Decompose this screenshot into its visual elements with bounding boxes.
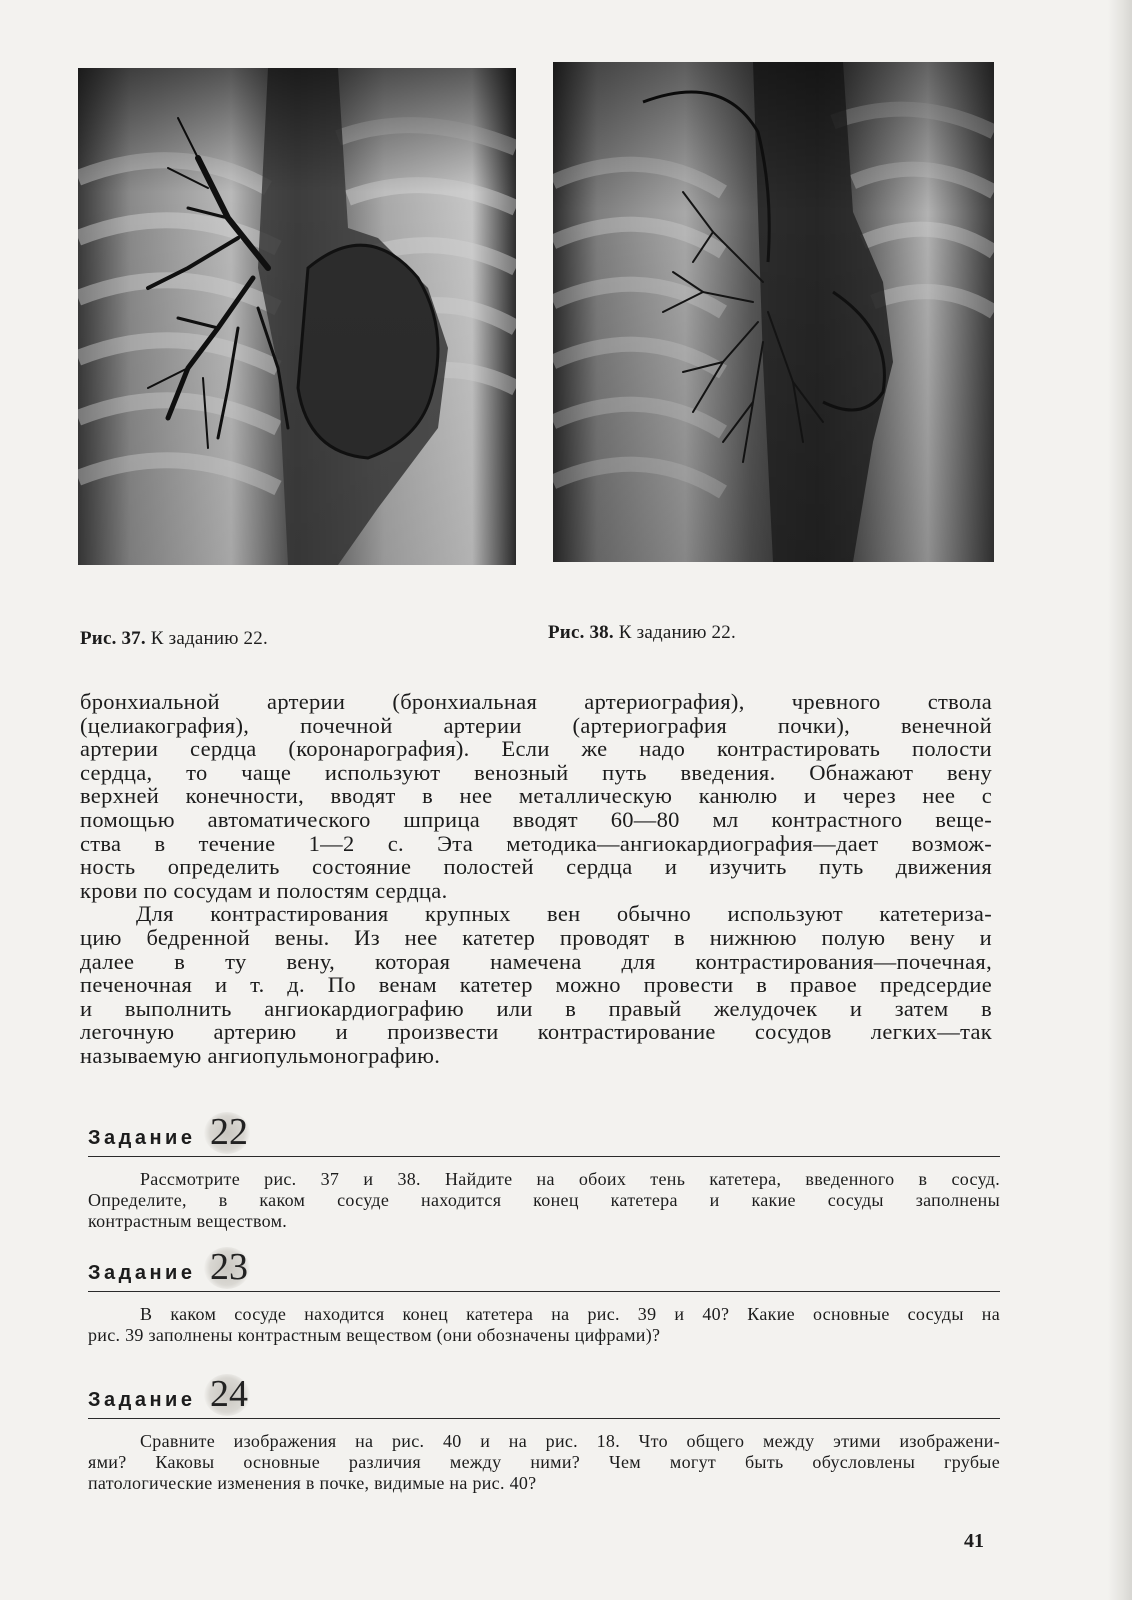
body-line: легочную артерию и произвести контрастирование сосудов легких—так xyxy=(80,1019,992,1045)
task-word: Задание xyxy=(88,1389,196,1411)
figure-37-xray xyxy=(78,68,516,565)
task-number: 24 xyxy=(210,1373,248,1415)
task-24 xyxy=(88,1372,1000,1494)
body-line: бронхиальной артерии (бронхиальная артериография), чревного ствола xyxy=(80,689,992,714)
task-line: В каком сосуде находится конец катетера на рис. 39 и 40? Какие основные сосуды на xyxy=(140,1304,1000,1324)
task-line: контрастным веществом. xyxy=(88,1211,288,1231)
body-line: (целиакография), почечной артерии (артериография почки), венечной xyxy=(80,712,992,738)
task-line: патологические изменения в почке, видимые на рис. 40? xyxy=(88,1473,537,1493)
figure-38-caption xyxy=(548,622,736,644)
page-number: 41 xyxy=(964,1530,984,1552)
task-line: ями? Каковы основные различия между ними? Чем могут быть обусловлены грубые xyxy=(88,1452,1000,1472)
body-line: и выполнить ангиокардиографию или в правый желудочек и затем в xyxy=(80,995,992,1021)
figure-37-label: Рис. 37. xyxy=(80,628,146,649)
body-line: ность определить состояние полостей сердца и изучить путь движения xyxy=(80,854,992,880)
task-heading xyxy=(88,1110,1000,1157)
task-line: Определите, в каком сосуде находится конец катетера и какие сосуды заполнены xyxy=(88,1190,1000,1210)
task-text xyxy=(88,1169,1000,1232)
body-line: печеночная и т. д. По венам катетер можно провести в правое предсердие xyxy=(80,972,992,998)
body-line: Для контрастирования крупных вен обычно используют катетеризa- xyxy=(136,901,992,927)
task-23 xyxy=(88,1245,1000,1346)
body-text xyxy=(80,690,992,1068)
body-line: ства в течение 1—2 с. Эта методика—ангиокардиография—дает возмож- xyxy=(80,830,992,856)
body-line: крови по сосудам и полостям сердца. xyxy=(80,877,448,903)
body-line: артерии сердца (коронарография). Если же надо контрастировать полости xyxy=(80,736,992,762)
task-heading xyxy=(88,1245,1000,1292)
task-line: Сравните изображения на рис. 40 и на рис. 18. Что общего между этими изображени- xyxy=(140,1431,1000,1451)
task-word: Задание xyxy=(88,1127,196,1149)
task-line: Рассмотрите рис. 37 и 38. Найдите на обоих тень катетера, введенного в сосуд. xyxy=(140,1169,1000,1189)
task-heading xyxy=(88,1372,1000,1419)
body-line: называемую ангиопульмонографию. xyxy=(80,1042,441,1068)
figure-37-caption xyxy=(80,628,268,650)
body-line: цию бедренной вены. Из нее катетер проводят в нижнюю полую вену и xyxy=(80,924,992,950)
task-line: рис. 39 заполнены контрастным веществом (они обозначены цифрами)? xyxy=(88,1325,661,1345)
task-word: Задание xyxy=(88,1262,196,1284)
page-edge xyxy=(1108,0,1132,1600)
figure-38-xray xyxy=(553,62,994,562)
task-text xyxy=(88,1304,1000,1346)
body-line: сердца, то чаще используют венозный путь введения. Обнажают вену xyxy=(80,759,992,785)
body-line: верхней конечности, вводят в нее металлическую канюлю и через нее с xyxy=(80,783,992,809)
figure-38-caption-text: К заданию 22. xyxy=(618,622,736,643)
body-line: помощью автоматического шприца вводят 60—80 мл контрастного веще- xyxy=(80,806,992,832)
task-22 xyxy=(88,1110,1000,1232)
figure-37-caption-text: К заданию 22. xyxy=(150,628,268,649)
task-number: 23 xyxy=(210,1246,248,1288)
task-text xyxy=(88,1431,1000,1494)
body-line: далее в ту вену, которая намечена для контрастирования—почечная, xyxy=(80,948,992,974)
figure-38-label: Рис. 38. xyxy=(548,622,614,643)
task-number: 22 xyxy=(210,1111,248,1153)
